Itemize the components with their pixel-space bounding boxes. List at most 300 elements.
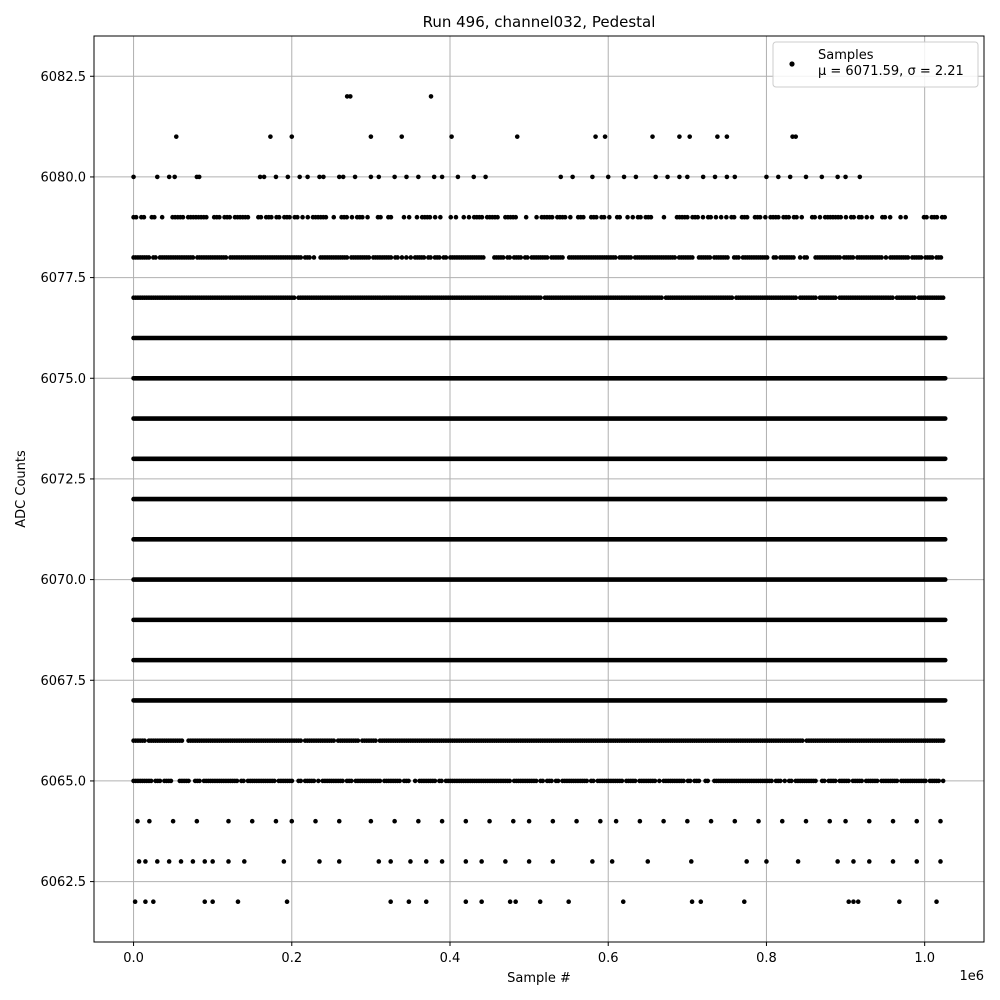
data-point — [939, 255, 944, 260]
data-point — [897, 899, 902, 904]
data-point — [507, 779, 512, 784]
data-point — [827, 819, 832, 824]
chart-title: Run 496, channel032, Pedestal — [422, 13, 656, 31]
data-point — [742, 899, 747, 904]
data-point — [133, 899, 138, 904]
data-point — [142, 738, 147, 743]
data-point — [483, 175, 488, 180]
data-point — [764, 175, 769, 180]
data-point — [392, 175, 397, 180]
data-point — [367, 255, 372, 260]
data-point — [439, 779, 444, 784]
data-point — [774, 255, 779, 260]
data-point — [813, 779, 818, 784]
data-point — [934, 899, 939, 904]
data-point — [581, 215, 586, 220]
data-point — [617, 215, 622, 220]
data-point — [317, 175, 322, 180]
data-point — [690, 899, 695, 904]
data-point — [681, 779, 686, 784]
data-point — [337, 819, 342, 824]
data-point — [400, 255, 405, 260]
data-point — [297, 175, 302, 180]
data-point — [160, 215, 165, 220]
data-point — [857, 175, 862, 180]
data-point — [736, 255, 741, 260]
data-point — [906, 255, 911, 260]
data-point — [884, 255, 889, 260]
data-point — [851, 215, 856, 220]
data-point — [527, 819, 532, 824]
data-point — [464, 899, 469, 904]
data-point — [591, 779, 596, 784]
data-point — [142, 215, 147, 220]
data-point — [348, 94, 353, 99]
data-point — [638, 819, 643, 824]
data-point — [776, 175, 781, 180]
data-point — [337, 859, 342, 864]
y-tick-label: 6067.5 — [40, 673, 86, 689]
data-point — [875, 779, 880, 784]
data-point — [392, 819, 397, 824]
data-point — [942, 215, 947, 220]
data-point — [935, 215, 940, 220]
data-point — [135, 819, 140, 824]
data-point — [432, 175, 437, 180]
data-point — [169, 779, 174, 784]
data-point — [672, 255, 677, 260]
data-point — [798, 255, 803, 260]
data-point — [633, 779, 638, 784]
data-point — [341, 175, 346, 180]
data-point — [527, 859, 532, 864]
data-point — [416, 175, 421, 180]
data-point — [349, 779, 354, 784]
data-point — [941, 738, 946, 743]
data-point — [440, 819, 445, 824]
data-point — [316, 779, 321, 784]
data-point — [733, 175, 738, 180]
data-point — [895, 779, 900, 784]
data-point — [538, 899, 543, 904]
data-point — [365, 215, 370, 220]
data-point — [172, 175, 177, 180]
data-point — [661, 819, 666, 824]
x-tick-label: 0.8 — [756, 951, 777, 966]
data-point — [687, 134, 692, 139]
data-point — [258, 175, 263, 180]
data-point — [941, 779, 946, 784]
data-point — [568, 215, 573, 220]
y-axis-label: ADC Counts — [14, 450, 29, 528]
data-point — [134, 215, 139, 220]
data-point — [883, 215, 888, 220]
data-point — [286, 175, 291, 180]
data-point — [298, 738, 303, 743]
data-point — [289, 134, 294, 139]
data-point — [689, 859, 694, 864]
data-point — [235, 779, 240, 784]
data-point — [653, 779, 658, 784]
data-point — [837, 255, 842, 260]
data-point — [515, 134, 520, 139]
data-point — [786, 215, 791, 220]
data-point — [337, 175, 342, 180]
data-point — [422, 255, 427, 260]
data-point — [155, 175, 160, 180]
data-point — [914, 859, 919, 864]
x-axis-label: Sample # — [507, 971, 571, 986]
data-point — [481, 255, 486, 260]
data-point — [685, 175, 690, 180]
data-point — [685, 215, 690, 220]
data-point — [464, 859, 469, 864]
data-point — [813, 295, 818, 300]
data-point — [549, 779, 554, 784]
data-point — [511, 819, 516, 824]
data-point — [413, 779, 418, 784]
data-point — [804, 819, 809, 824]
data-point — [259, 215, 264, 220]
data-point — [210, 859, 215, 864]
data-point — [415, 215, 420, 220]
y-tick-label: 6080.0 — [40, 170, 86, 186]
data-point — [732, 215, 737, 220]
data-point — [551, 859, 556, 864]
data-point — [566, 899, 571, 904]
y-tick-label: 6065.0 — [40, 774, 86, 790]
data-point — [756, 819, 761, 824]
data-point — [796, 859, 801, 864]
data-point — [179, 859, 184, 864]
data-point — [298, 255, 303, 260]
data-point — [835, 175, 840, 180]
data-point — [688, 779, 693, 784]
data-point — [369, 819, 374, 824]
data-point — [151, 899, 156, 904]
data-point — [713, 175, 718, 180]
data-point — [788, 175, 793, 180]
data-point — [224, 255, 229, 260]
data-point — [556, 779, 561, 784]
data-point — [167, 175, 172, 180]
data-point — [590, 175, 595, 180]
data-point — [620, 779, 625, 784]
data-point — [725, 255, 730, 260]
data-point — [538, 295, 543, 300]
data-point — [479, 899, 484, 904]
data-point — [733, 819, 738, 824]
data-point — [846, 899, 851, 904]
data-point — [507, 255, 512, 260]
data-point — [820, 175, 825, 180]
data-point — [295, 215, 300, 220]
data-point — [890, 295, 895, 300]
data-point — [448, 215, 453, 220]
data-point — [356, 738, 361, 743]
data-point — [508, 899, 513, 904]
data-point — [408, 859, 413, 864]
data-point — [195, 819, 200, 824]
y-tick-label: 6082.5 — [40, 69, 86, 85]
data-point — [650, 134, 655, 139]
data-point — [758, 215, 763, 220]
data-point — [461, 215, 466, 220]
data-point — [312, 779, 317, 784]
data-point — [262, 175, 267, 180]
y-tick-label: 6077.5 — [40, 271, 86, 287]
data-point — [574, 819, 579, 824]
data-point — [822, 779, 827, 784]
data-point — [242, 859, 247, 864]
data-point — [867, 859, 872, 864]
data-point — [638, 215, 643, 220]
data-point — [870, 215, 875, 220]
data-point — [404, 175, 409, 180]
data-point — [305, 215, 310, 220]
data-point — [607, 215, 612, 220]
data-point — [793, 134, 798, 139]
data-point — [714, 215, 719, 220]
data-point — [677, 134, 682, 139]
data-point — [274, 819, 279, 824]
data-point — [429, 94, 434, 99]
data-point — [677, 175, 682, 180]
data-point — [765, 255, 770, 260]
data-point — [659, 295, 664, 300]
data-point — [153, 255, 158, 260]
data-point — [389, 215, 394, 220]
data-point — [250, 819, 255, 824]
data-point — [331, 215, 336, 220]
data-point — [399, 134, 404, 139]
data-point — [131, 175, 136, 180]
data-point — [649, 215, 654, 220]
data-point — [272, 779, 277, 784]
data-point — [274, 175, 279, 180]
data-point — [143, 899, 148, 904]
data-point — [438, 215, 443, 220]
data-point — [513, 899, 518, 904]
data-point — [191, 859, 196, 864]
data-point — [408, 255, 413, 260]
data-point — [331, 738, 336, 743]
data-point — [628, 255, 633, 260]
data-point — [534, 779, 539, 784]
data-point — [630, 215, 635, 220]
data-point — [598, 819, 603, 824]
data-point — [503, 859, 508, 864]
data-point — [851, 255, 856, 260]
data-point — [846, 779, 851, 784]
data-point — [227, 215, 232, 220]
data-point — [744, 859, 749, 864]
data-point — [449, 134, 454, 139]
data-point — [290, 779, 295, 784]
data-point — [479, 859, 484, 864]
data-point — [590, 859, 595, 864]
data-point — [518, 255, 523, 260]
data-point — [282, 859, 287, 864]
data-point — [725, 134, 730, 139]
data-point — [407, 215, 412, 220]
data-point — [724, 215, 729, 220]
data-point — [634, 175, 639, 180]
x-tick-label: 1.0 — [914, 951, 936, 966]
data-point — [606, 175, 611, 180]
y-tick-label: 6075.0 — [40, 371, 86, 387]
data-point — [851, 899, 856, 904]
data-point — [818, 215, 823, 220]
data-point — [610, 859, 615, 864]
data-point — [715, 134, 720, 139]
data-point — [345, 255, 350, 260]
data-point — [389, 255, 394, 260]
data-point — [812, 215, 817, 220]
data-point — [501, 255, 506, 260]
data-point — [433, 779, 438, 784]
data-point — [300, 215, 305, 220]
data-point — [406, 779, 411, 784]
data-point — [602, 215, 607, 220]
y-tick-label: 6072.5 — [40, 472, 86, 488]
data-point — [551, 819, 556, 824]
data-point — [764, 859, 769, 864]
x-axis-scale-label: 1e6 — [959, 969, 984, 984]
data-point — [197, 779, 202, 784]
data-point — [941, 295, 946, 300]
data-point — [725, 175, 730, 180]
data-point — [388, 859, 393, 864]
data-point — [685, 819, 690, 824]
data-point — [317, 859, 322, 864]
data-point — [377, 859, 382, 864]
data-point — [864, 215, 869, 220]
data-point — [495, 215, 500, 220]
data-point — [353, 175, 358, 180]
data-point — [891, 819, 896, 824]
data-point — [404, 255, 409, 260]
data-point — [217, 215, 222, 220]
data-point — [525, 255, 530, 260]
data-point — [202, 899, 207, 904]
data-point — [321, 175, 326, 180]
y-tick-label: 6062.5 — [40, 875, 86, 891]
data-point — [843, 175, 848, 180]
data-point — [277, 215, 282, 220]
data-point — [719, 215, 724, 220]
data-point — [614, 819, 619, 824]
data-point — [936, 779, 941, 784]
legend — [773, 42, 978, 87]
data-point — [903, 215, 908, 220]
data-point — [369, 175, 374, 180]
data-point — [440, 175, 445, 180]
data-point — [705, 779, 710, 784]
data-point — [563, 215, 568, 220]
data-point — [305, 175, 310, 180]
data-point — [191, 255, 196, 260]
data-point — [708, 255, 713, 260]
data-point — [344, 215, 349, 220]
data-point — [388, 899, 393, 904]
data-point — [454, 215, 459, 220]
data-point — [603, 134, 608, 139]
data-point — [701, 215, 706, 220]
data-point — [851, 859, 856, 864]
data-point — [226, 819, 231, 824]
data-point — [416, 819, 421, 824]
data-point — [433, 215, 438, 220]
data-point — [782, 779, 787, 784]
x-tick-label: 0.4 — [439, 951, 461, 966]
data-point — [776, 215, 781, 220]
data-point — [152, 215, 157, 220]
data-point — [287, 215, 292, 220]
data-point — [833, 295, 838, 300]
data-point — [428, 215, 433, 220]
data-point — [487, 819, 492, 824]
data-point — [769, 779, 774, 784]
data-point — [378, 215, 383, 220]
data-point — [558, 175, 563, 180]
data-point — [534, 215, 539, 220]
legend-marker — [789, 61, 794, 66]
data-point — [340, 779, 345, 784]
y-tick-label: 6070.0 — [40, 573, 86, 589]
data-point — [186, 779, 191, 784]
data-point — [594, 215, 599, 220]
data-point — [269, 215, 274, 220]
data-point — [313, 819, 318, 824]
data-point — [437, 255, 442, 260]
data-point — [550, 215, 555, 220]
data-point — [298, 779, 303, 784]
data-point — [246, 215, 251, 220]
data-point — [226, 859, 231, 864]
data-point — [570, 175, 575, 180]
data-point — [856, 899, 861, 904]
data-point — [147, 255, 152, 260]
data-point — [289, 819, 294, 824]
data-point — [456, 175, 461, 180]
data-point — [859, 215, 864, 220]
data-point — [794, 215, 799, 220]
data-point — [701, 175, 706, 180]
data-point — [923, 779, 928, 784]
data-point — [867, 819, 872, 824]
data-point — [930, 255, 935, 260]
data-point — [545, 255, 550, 260]
data-point — [653, 175, 658, 180]
data-point — [471, 175, 476, 180]
data-point — [859, 779, 864, 784]
data-point — [898, 215, 903, 220]
legend-series-stats: μ = 6071.59, σ = 2.21 — [818, 64, 964, 79]
data-point — [698, 899, 703, 904]
data-point — [745, 215, 750, 220]
data-point — [241, 779, 246, 784]
data-point — [312, 255, 317, 260]
data-point — [791, 255, 796, 260]
data-point — [780, 819, 785, 824]
data-point — [622, 175, 627, 180]
data-point — [373, 738, 378, 743]
data-point — [180, 738, 185, 743]
x-tick-label: 0.0 — [123, 951, 144, 966]
data-point — [467, 215, 472, 220]
data-point — [324, 215, 329, 220]
